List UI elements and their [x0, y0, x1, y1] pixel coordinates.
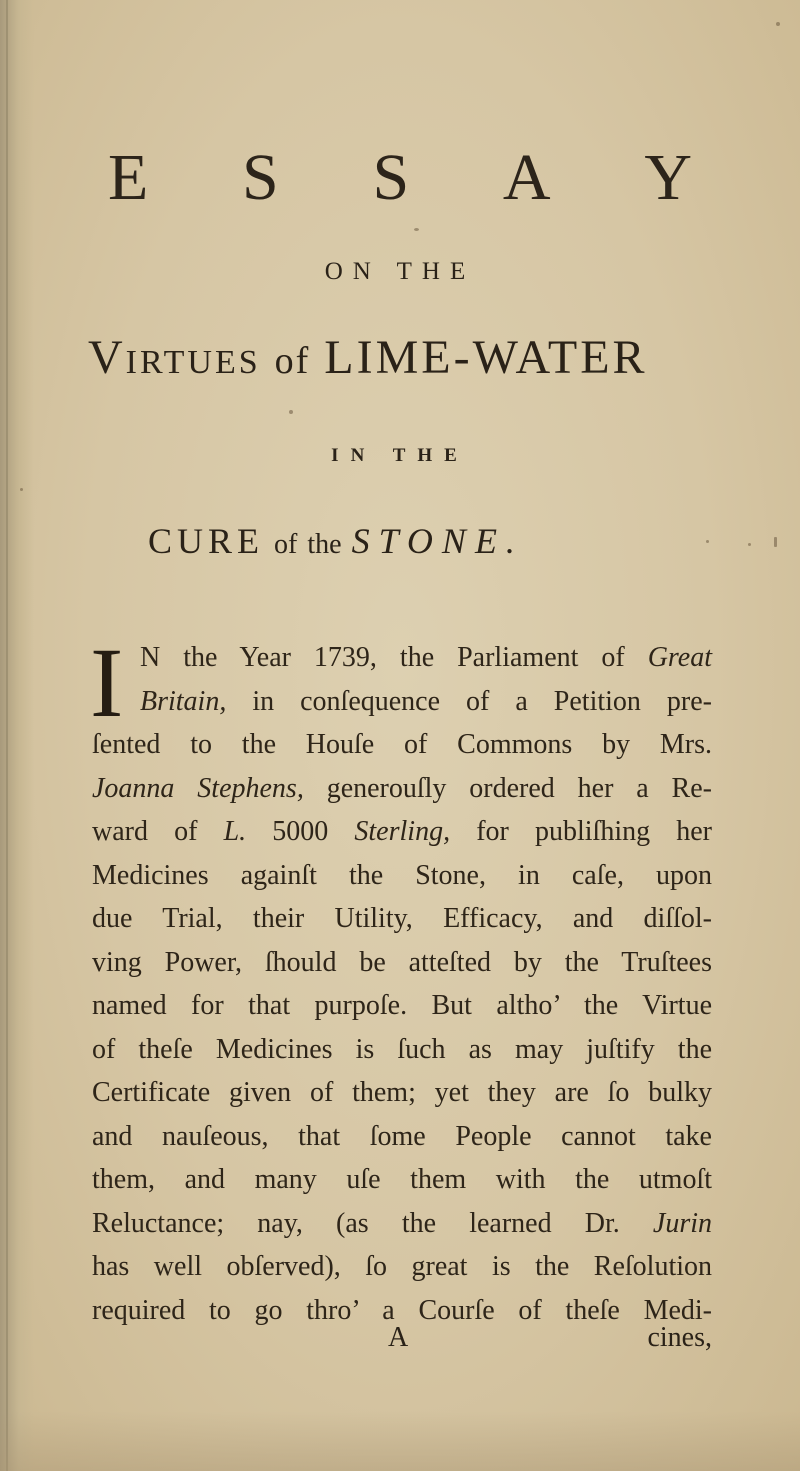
text-run: of theſe Medicines is ſuch as may juſtify the — [92, 1033, 712, 1065]
text-line — [92, 810, 712, 854]
paper-speck — [774, 537, 777, 547]
cure-the: the — [307, 529, 342, 560]
text-line — [92, 941, 712, 985]
text-run: 5000 — [246, 816, 355, 847]
essay-letter: S — [372, 141, 410, 214]
text-run: due Trial, their Utility, Efficacy, and diſſol- — [92, 903, 712, 934]
text-line — [92, 680, 712, 724]
page-footer — [92, 1322, 712, 1362]
essay-letter: E — [108, 141, 149, 214]
text-line — [92, 1158, 712, 1202]
paper-speck — [414, 228, 419, 231]
paper-speck — [706, 540, 709, 543]
text-line — [92, 1115, 712, 1159]
subtitle-in-the: IN THE — [331, 445, 469, 466]
paper-speck — [20, 488, 23, 491]
paper-speck — [289, 410, 293, 414]
subtitle-on-the: ON THE — [324, 258, 476, 285]
text-run: Reluctance; nay, (as the learned Dr. — [92, 1207, 653, 1239]
italic-text: Great — [647, 642, 712, 673]
signature-mark: A — [388, 1322, 409, 1353]
text-run: ving Power, ſhould be atteſted by the Truſtees — [92, 946, 712, 978]
text-line — [92, 636, 712, 680]
text-run: and nauſeous, that ſome People cannot take — [92, 1120, 712, 1152]
drop-cap: I — [90, 627, 124, 738]
body-paragraph — [90, 627, 712, 1332]
essay-letter: A — [502, 141, 551, 214]
body-lines — [90, 627, 712, 1332]
paper-speck — [776, 22, 780, 26]
virtues-of: of — [274, 340, 311, 382]
text-line — [92, 1071, 712, 1115]
text-run: N the Year 1739, the Parliament of — [140, 642, 648, 673]
text-line — [92, 1245, 712, 1289]
cure-of: of — [274, 529, 298, 560]
text-line — [92, 1028, 712, 1072]
text-line — [92, 897, 712, 941]
text-run: them, and many uſe them with the utmoſt — [92, 1164, 712, 1195]
text-run: has well obſerved), ſo great is the Reſolution — [92, 1251, 712, 1282]
text-run: Medicines againſt the Stone, in caſe, upon — [92, 859, 712, 891]
subtitle-virtues — [88, 330, 728, 385]
text-line — [92, 767, 712, 811]
text-run: ſented to the Houſe of Commons by Mrs. — [92, 729, 712, 760]
virtues-word: Virtues — [88, 331, 261, 384]
italic-text: Britain, — [140, 685, 227, 717]
italic-text: Sterling, — [354, 816, 451, 847]
italic-text: Joanna Stephens, — [92, 772, 304, 804]
cure-word: CURE — [148, 521, 265, 561]
text-run: named for that purpoſe. But altho’ the Virtue — [92, 990, 712, 1021]
text-line — [92, 854, 712, 898]
cure-subject: STONE. — [351, 521, 524, 561]
catchword: cines, — [647, 1322, 712, 1353]
text-run: Certificate given of them; yet they are ſo bulky — [92, 1077, 712, 1108]
title-essay — [60, 140, 740, 216]
subtitle-cure — [148, 520, 524, 562]
spine-edge — [6, 0, 8, 1471]
text-run: in conſequence of a Petition pre- — [226, 685, 712, 717]
essay-letter: Y — [644, 141, 692, 214]
bottom-shade — [0, 1411, 800, 1471]
text-line — [92, 1202, 712, 1246]
text-run: ward of — [92, 816, 224, 847]
text-run: required to go thro’ a Courſe of theſe Medi- — [92, 1294, 712, 1326]
italic-text: Jurin — [652, 1207, 712, 1239]
text-run: for publiſhing her — [450, 816, 712, 847]
text-line — [92, 984, 712, 1028]
essay-letter: S — [242, 141, 279, 214]
text-line — [92, 723, 712, 767]
virtues-subject: LIME-WATER — [324, 331, 648, 384]
text-run: generouſly ordered her a Re- — [303, 772, 712, 804]
italic-text: L. — [223, 816, 247, 847]
paper-speck — [748, 543, 751, 546]
